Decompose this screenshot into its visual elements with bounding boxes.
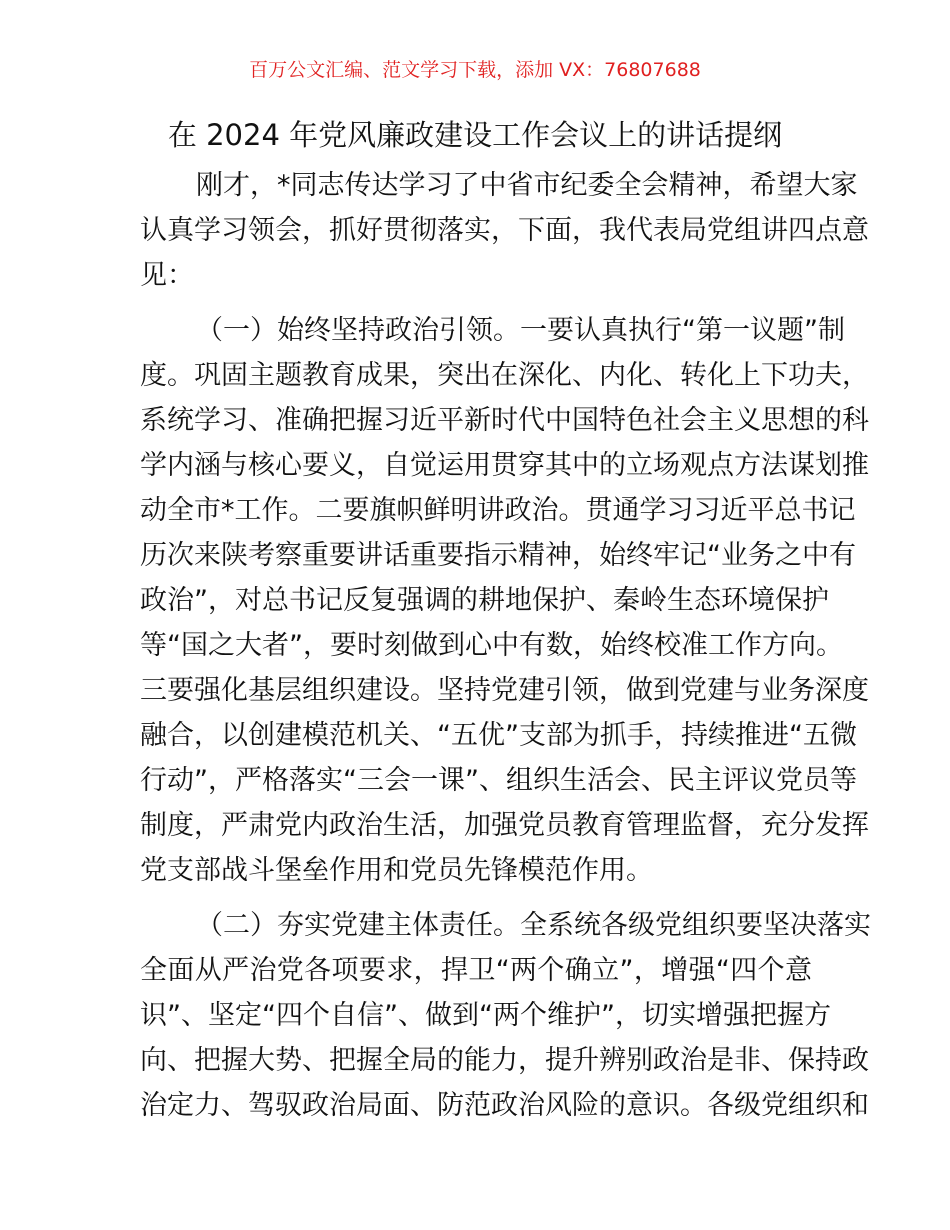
text-line: 动全市*工作。二要旗帜鲜明讲政治。贯通学习习近平总书记	[140, 495, 856, 526]
text-line: 识”、坚定“四个自信”、做到“两个维护”，切实增强把握方	[140, 1000, 831, 1031]
document-title: 在 2024 年党风廉政建设工作会议上的讲话提纲	[167, 118, 783, 152]
text-line: 治定力、驾驭政治局面、防范政治风险的意识。各级党组织和	[140, 1090, 869, 1121]
text-line: 等“国之大者”，要时刻做到心中有数，始终校准工作方向。	[140, 630, 843, 661]
text-line: 政治”，对总书记反复强调的耕地保护、秦岭生态环境保护	[140, 585, 829, 616]
text-line: （一）始终坚持政治引领。一要认真执行“第一议题”制	[196, 315, 845, 346]
text-line: 制度，严肃党内政治生活，加强党员教育管理监督，充分发挥	[140, 810, 869, 841]
text-line: 学内涵与核心要义，自觉运用贯穿其中的立场观点方法谋划推	[140, 450, 869, 481]
text-line: 向、把握大势、把握全局的能力，提升辨别政治是非、保持政	[140, 1045, 869, 1076]
paragraph-section-2	[140, 903, 871, 1128]
text-line: 系统学习、准确把握习近平新时代中国特色社会主义思想的科	[140, 405, 869, 436]
watermark-banner: 百万公文汇编、范文学习下载，添加 VX：76807688	[249, 59, 701, 81]
paragraph-section-1	[140, 308, 869, 893]
text-line: 刚才，*同志传达学习了中省市纪委全会精神，希望大家	[196, 170, 858, 201]
text-line: 度。巩固主题教育成果，突出在深化、内化、转化上下功夫，	[140, 360, 869, 391]
paragraph-intro	[140, 163, 869, 298]
text-line: 认真学习领会，抓好贯彻落实，下面，我代表局党组讲四点意	[140, 215, 869, 246]
text-line: 行动”，严格落实“三会一课”、组织生活会、民主评议党员等	[140, 765, 857, 796]
text-line: 党支部战斗堡垒作用和党员先锋模范作用。	[140, 855, 653, 886]
text-line: 融合，以创建模范机关、“五优”支部为抓手，持续推进“五微	[140, 720, 857, 751]
text-line: 历次来陕考察重要讲话重要指示精神，始终牢记“业务之中有	[140, 540, 856, 571]
text-line: （二）夯实党建主体责任。全系统各级党组织要坚决落实	[196, 910, 871, 941]
text-line: 全面从严治党各项要求，捍卫“两个确立”，增强“四个意	[140, 955, 812, 986]
text-line: 三要强化基层组织建设。坚持党建引领，做到党建与业务深度	[140, 675, 869, 706]
text-line: 见：	[140, 260, 194, 291]
